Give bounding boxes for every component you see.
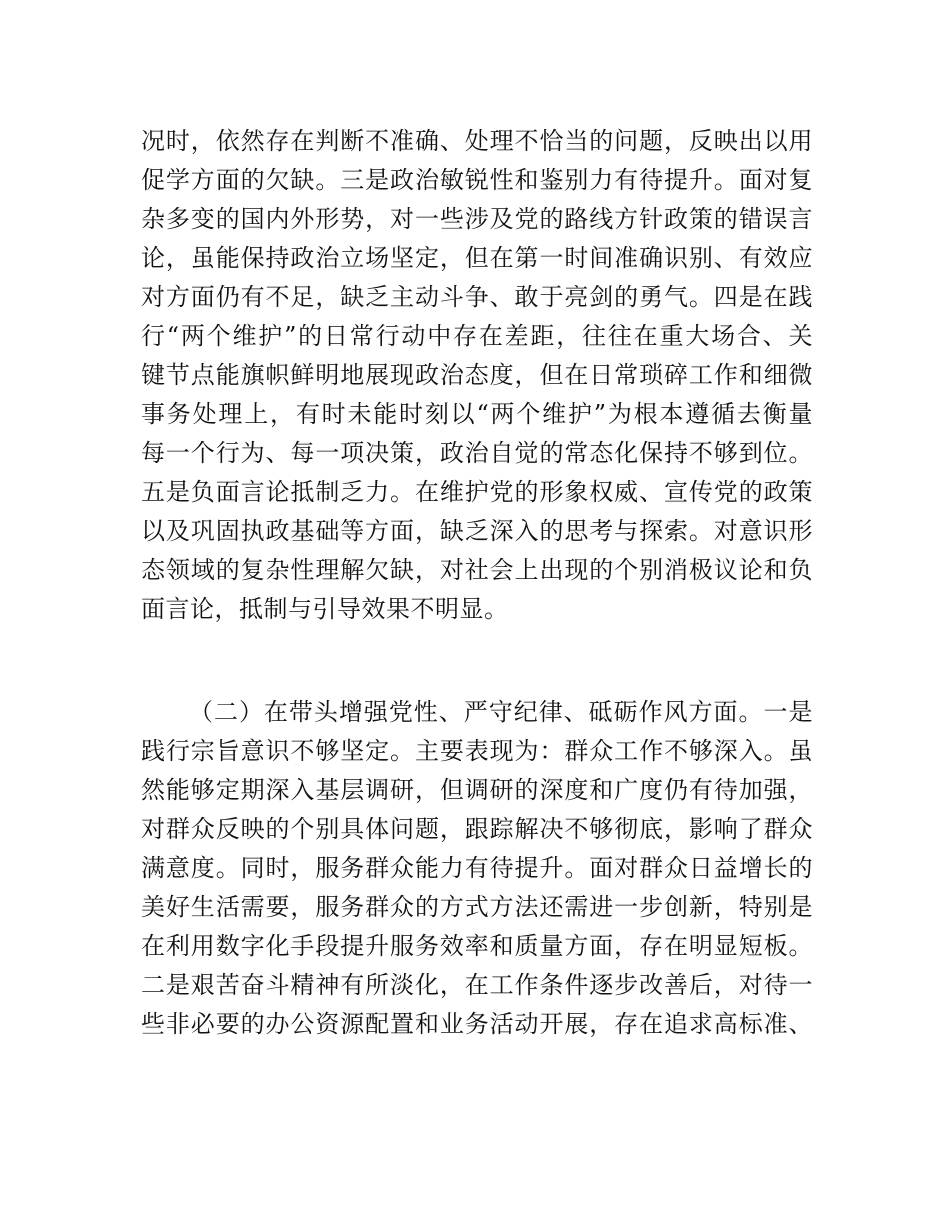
- text-line: 践行宗旨意识不够坚定。主要表现为：群众工作不够深入。虽: [141, 737, 813, 765]
- text-line: 对方面仍有不足，缺乏主动斗争、敢于亮剑的勇气。四是在践: [141, 283, 813, 311]
- text-line: 行“两个维护”的日常行动中存在差距，往往在重大场合、关: [141, 322, 813, 350]
- text-line: 满意度。同时，服务群众能力有待提升。面对群众日益增长的: [141, 854, 813, 882]
- text-line: 以及巩固执政基础等方面，缺乏深入的思考与探索。对意识形: [141, 517, 813, 545]
- text-line: 况时，依然存在判断不准确、处理不恰当的问题，反映出以用: [141, 127, 813, 155]
- text-line: 些非必要的办公资源配置和业务活动开展，存在追求高标准、: [141, 1010, 813, 1038]
- text-line: 键节点能旗帜鲜明地展现政治态度，但在日常琐碎工作和细微: [141, 361, 813, 389]
- text-line: 对群众反映的个别具体问题，跟踪解决不够彻底，影响了群众: [141, 815, 813, 843]
- text-line: （二）在带头增强党性、严守纪律、砥砺作风方面。一是: [189, 698, 813, 726]
- text-line: 论，虽能保持政治立场坚定，但在第一时间准确识别、有效应: [141, 244, 813, 272]
- text-line: 在利用数字化手段提升服务效率和质量方面，存在明显短板。: [141, 932, 813, 960]
- text-line: 态领域的复杂性理解欠缺，对社会上出现的个别消极议论和负: [141, 556, 813, 584]
- text-line: 每一个行为、每一项决策，政治自觉的常态化保持不够到位。: [141, 439, 813, 467]
- text-line: 杂多变的国内外形势，对一些涉及党的路线方针政策的错误言: [141, 205, 813, 233]
- paragraph-1: [141, 122, 813, 629]
- text-line: 面言论，抵制与引导效果不明显。: [141, 595, 509, 623]
- text-line: 然能够定期深入基层调研，但调研的深度和广度仍有待加强，: [141, 776, 813, 804]
- paragraph-2: [141, 693, 813, 1044]
- text-line: 促学方面的欠缺。三是政治敏锐性和鉴别力有待提升。面对复: [141, 166, 813, 194]
- text-line: 美好生活需要，服务群众的方式方法还需进一步创新，特别是: [141, 893, 813, 921]
- text-line: 事务处理上，有时未能时刻以“两个维护”为根本遵循去衡量: [141, 400, 813, 428]
- text-line: 二是艰苦奋斗精神有所淡化，在工作条件逐步改善后，对待一: [141, 971, 813, 999]
- text-line: 五是负面言论抵制乏力。在维护党的形象权威、宣传党的政策: [141, 478, 813, 506]
